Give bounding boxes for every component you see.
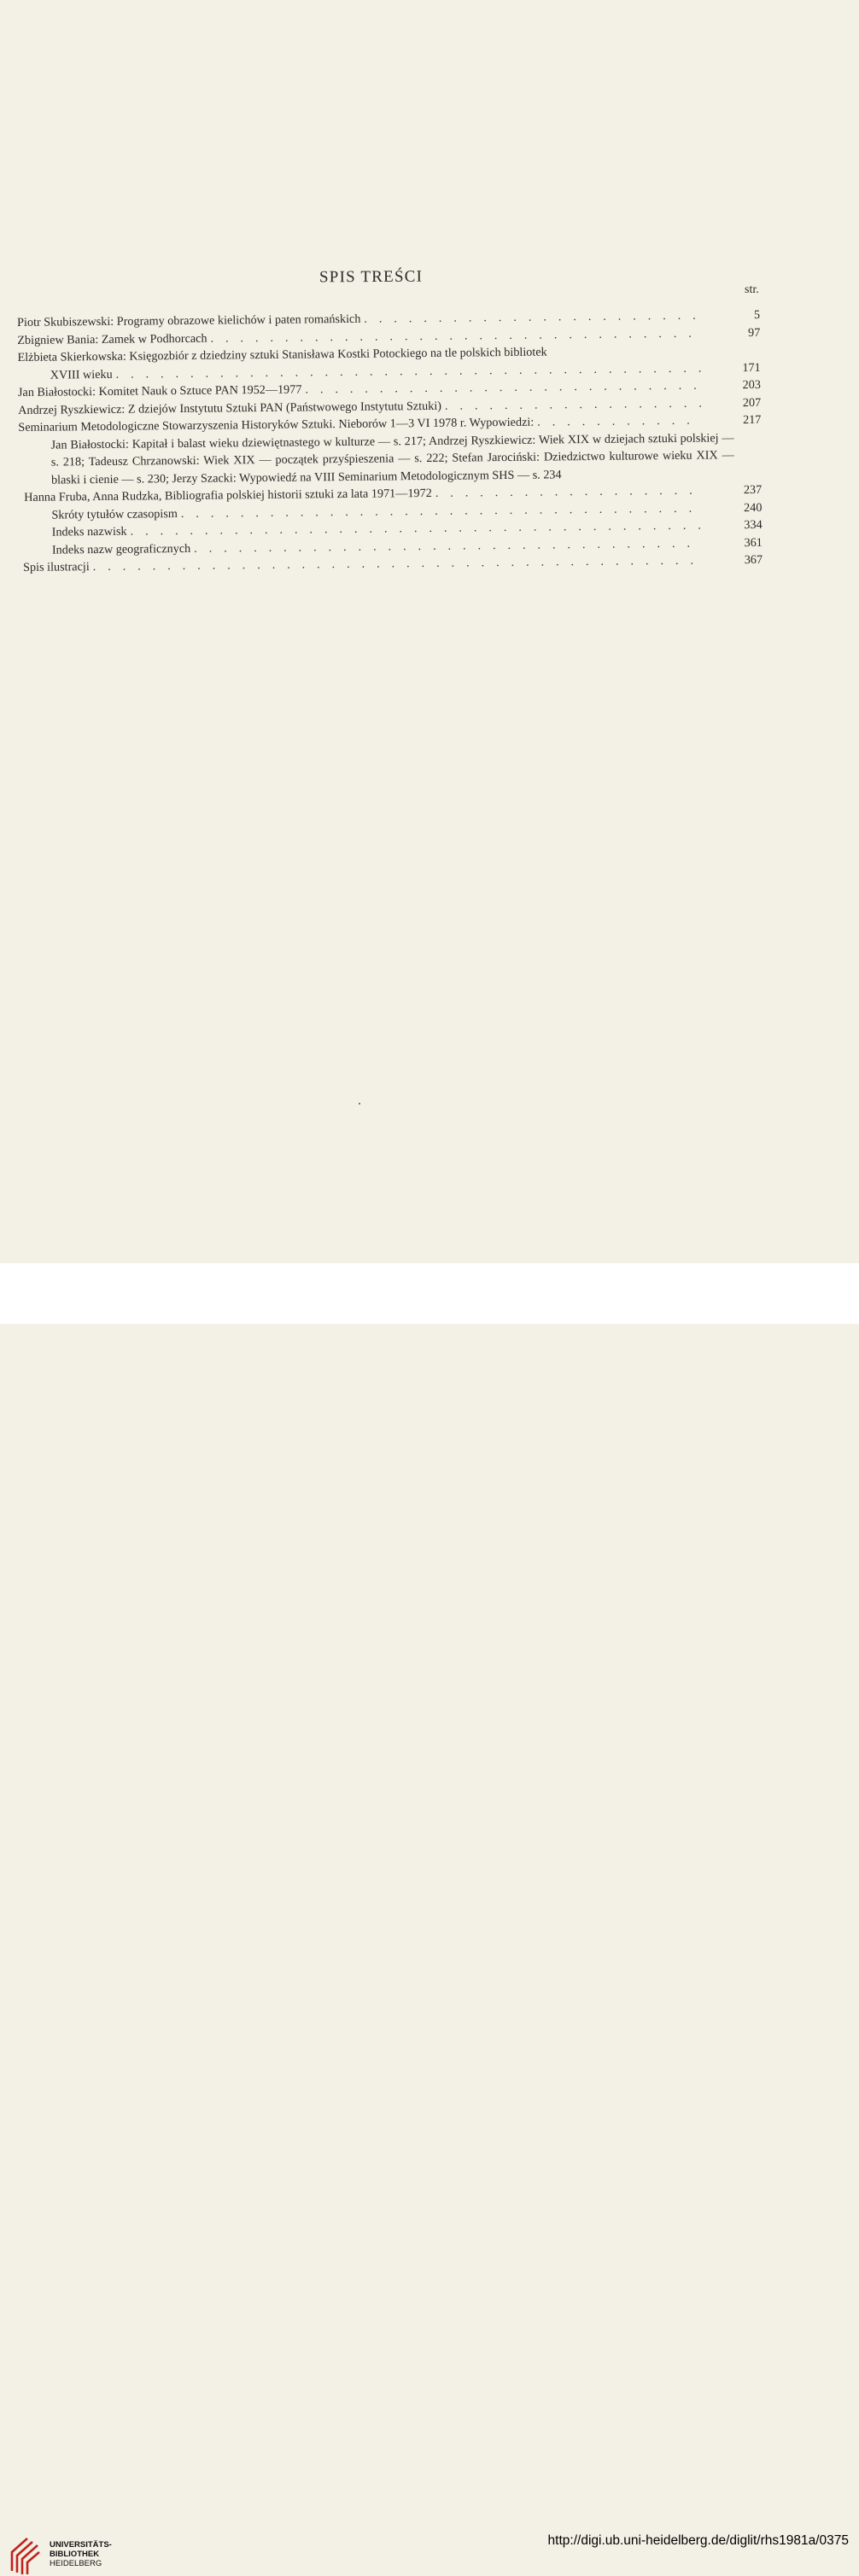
toc-entry-title: Seminarium Metodologiczne Stowarzyszenia Historyków Sztuki. Nieborów 1—3 VI 1978 r. Wypowiedzi: <box>18 415 535 434</box>
print-speck <box>359 1103 360 1104</box>
page-column-label: str. <box>745 283 759 296</box>
library-name-line: HEIDELBERG <box>50 2559 102 2568</box>
document-url[interactable]: http://digi.ub.uni-heidelberg.de/diglit/rhs1981a/0375 <box>547 2533 849 2548</box>
toc-entry-page: 361 <box>744 535 763 550</box>
toc-entry-page: 5 <box>753 307 761 322</box>
table-of-contents <box>17 306 788 577</box>
toc-entry-title: Indeks nazw geograficznych <box>51 541 191 557</box>
toc-entry-page: 97 <box>748 325 761 340</box>
toc-entry-page: 334 <box>744 517 763 533</box>
toc-entry-title: Indeks nazwisk <box>51 524 127 539</box>
toc-entry-title: Spis ilustracji <box>23 560 90 574</box>
library-name-line: UNIVERSITÄTS- <box>50 2540 112 2550</box>
toc-entry-title: Andrzej Ryszkiewicz: Z dziejów Instytutu Sztuki PAN (Państwowego Instytutu Sztuki) <box>18 399 442 417</box>
toc-entry-page: 217 <box>742 412 762 428</box>
toc-entry-page: 240 <box>744 500 763 515</box>
toc-entry-title: Skróty tytułów czasopism <box>51 506 178 522</box>
scanned-page <box>0 0 859 1263</box>
dot-leader <box>537 412 701 432</box>
seminar-details: Jan Białostocki: Kapitał i balast wieku dziewiętnastego w kulturze — s. 217; Andrzej Ryszkiewicz: Wiek XIX w dziejach sztuki polskiej — s. 218; Tadeusz Chrzanowski: Wiek XIX — początek przyśpieszenia — s. 222; Stefan Jarociński: Dziedzictwo kulturowe wieku XIX — blaski i cienie — s. 230; Jerzy Szacki: Wypowiedź na VIII Seminarium Metodologicznym SHS — s. 234 <box>50 430 734 487</box>
library-name <box>50 2540 112 2568</box>
toc-entry-page: 367 <box>744 552 763 568</box>
footer-bar <box>0 1263 859 2568</box>
page-title: SPIS TREŚCI <box>318 267 424 287</box>
toc-entry-page: 207 <box>742 395 762 410</box>
toc-entry-page: 203 <box>742 377 761 393</box>
library-name-line: BIBLIOTHEK <box>50 2550 100 2559</box>
toc-entry-title: Piotr Skubiszewski: Programy obrazowe kielichów i paten romańskich <box>17 312 361 329</box>
toc-entry-title: Elżbieta Skierkowska: Księgozbiór z dziedziny sztuki Stanisława Kostki Potockiego na tle polskich bibliotek <box>17 345 547 364</box>
toc-entry-page: 237 <box>743 482 763 498</box>
toc-entry-page: 171 <box>742 360 761 375</box>
toc-entry-title: Jan Białostocki: Komitet Nauk o Sztuce PAN 1952—1977 <box>17 382 302 399</box>
toc-entry-title: Zbigniew Bania: Zamek w Podhorcach <box>17 331 207 347</box>
library-logo-icon <box>9 2533 43 2576</box>
toc-entry-title: Hanna Fruba, Anna Rudzka, Bibliografia polskiej historii sztuki za lata 1971—1972 <box>24 486 432 504</box>
toc-entry-continuation: XVIII wieku <box>50 367 113 382</box>
